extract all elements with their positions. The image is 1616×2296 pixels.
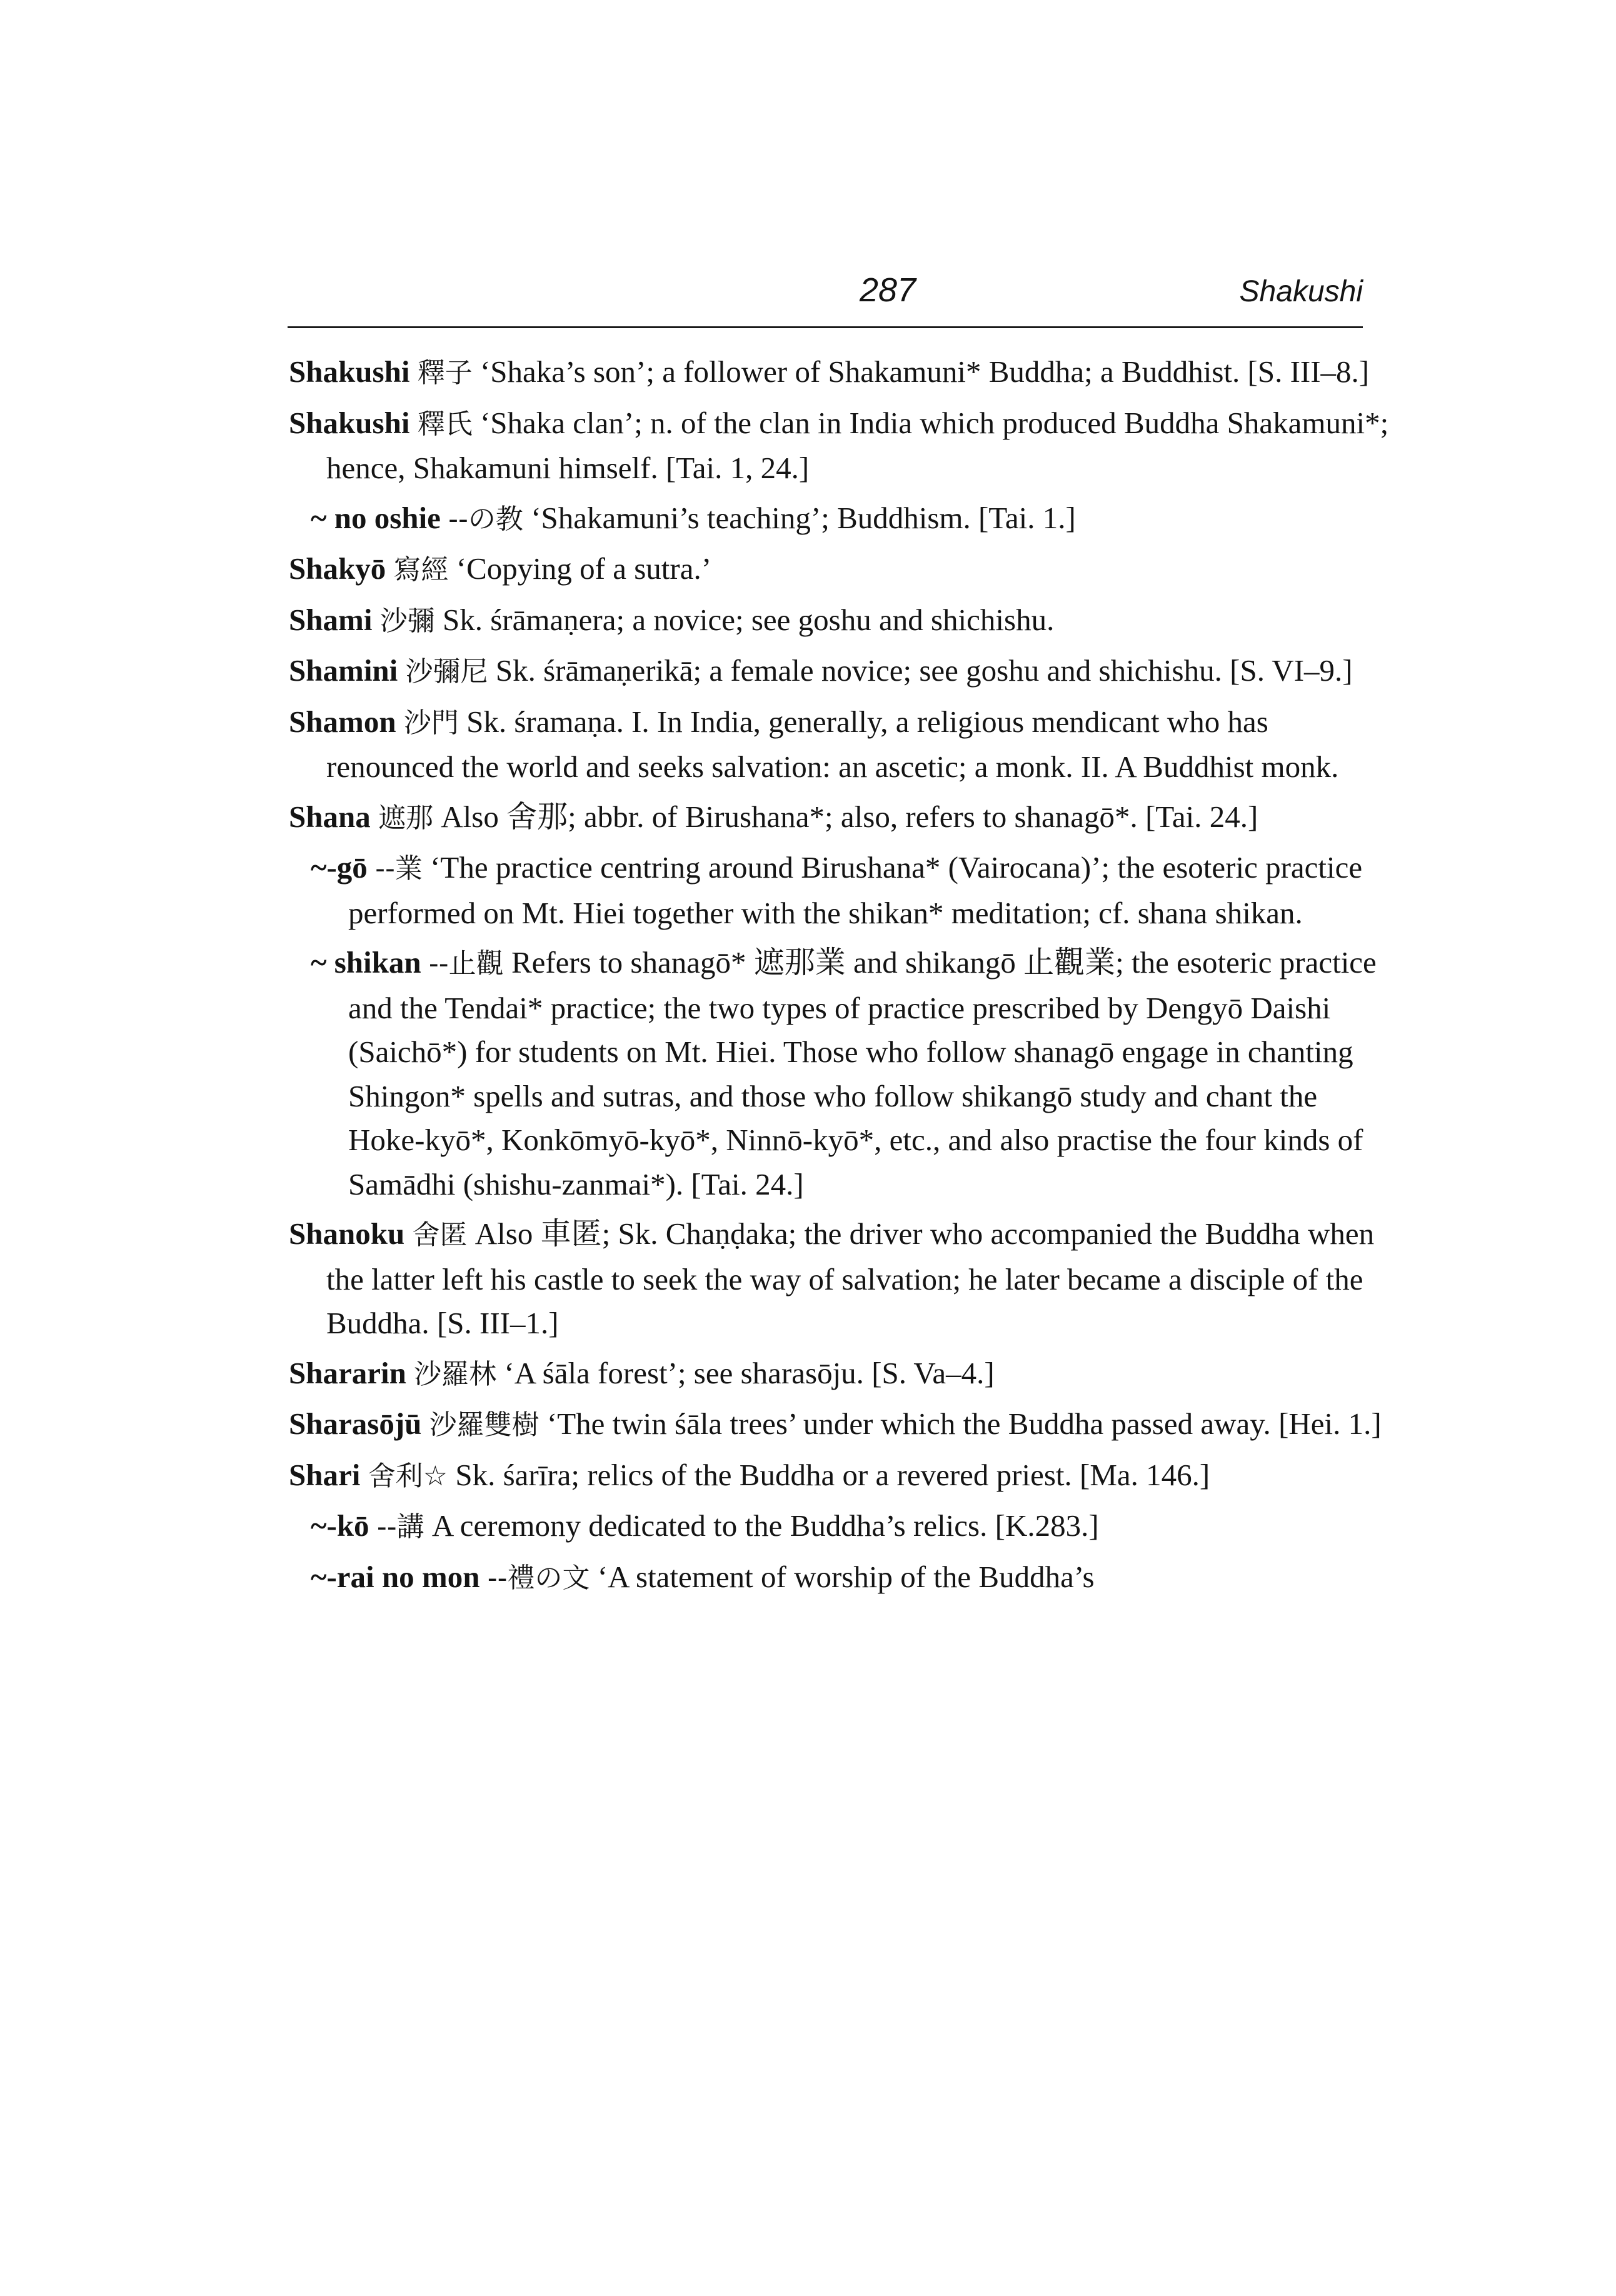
- dictionary-entry: [289, 350, 1389, 396]
- dictionary-entry: [289, 1212, 1389, 1346]
- entry-kanji: 沙羅林: [414, 1358, 497, 1390]
- entry-headword: Shamon: [289, 704, 396, 739]
- entry-reference: [Tai. 24.]: [691, 1166, 804, 1201]
- entry-reference: [S. III–1.]: [436, 1306, 559, 1340]
- dictionary-subentry: [311, 941, 1389, 1206]
- entry-definition: ‘The twin śāla trees’ under which the Buddha passed away.: [546, 1406, 1271, 1441]
- page-number: 287: [859, 271, 916, 309]
- entry-definition: ‘Shaka’s son’; a follower of Shakamuni* Buddha; a Buddhist.: [479, 354, 1240, 389]
- entry-kanji: 寫經: [393, 554, 449, 586]
- entry-kanji: 釋氏: [417, 408, 473, 440]
- entry-kanji: 沙彌: [379, 604, 435, 637]
- dictionary-subentry: [311, 1555, 1389, 1601]
- entry-reference: [S. III–8.]: [1247, 354, 1370, 389]
- entry-definition: Refers to shanagō* 遮那業 and shikangō 止觀業; the esoteric practice and the Tendai* practice; the two types of practice prescribed by Dengyō Daishi (Saichō*) for students on Mt. Hiei. Those who follow shanagō engage in chanting Shingon* spells and sutras, and those who follow shikangō study and chant the Hoke-kyō*, Konkōmyō-kyō*, Ninnō-kyō*, etc., and also practise the four kinds of Samādhi (shishu-zanmai*).: [348, 945, 1377, 1201]
- entry-reference: [Ma. 146.]: [1080, 1457, 1210, 1492]
- entry-kanji: 遮那: [378, 801, 434, 834]
- entry-definition: ‘The practice centring around Birushana* (Vairocana)’; the esoteric practice performed on Mt. Hiei together with the shikan* meditation; cf. shana shikan.: [348, 850, 1363, 930]
- entry-headword: Shanoku: [289, 1216, 405, 1251]
- entry-kanji: 沙門: [403, 706, 459, 739]
- entries-list: [289, 350, 1389, 1606]
- entry-headword: Shakushi: [289, 354, 410, 389]
- entry-reference: [Tai. 24.]: [1145, 799, 1258, 834]
- running-head: Shakushi: [1239, 275, 1363, 308]
- entry-reference: [Tai. 1.]: [978, 500, 1076, 535]
- entry-definition: ‘Copying of a sutra.’: [456, 551, 712, 586]
- entry-headword: Sharasōjū: [289, 1406, 422, 1441]
- entry-definition: Also 車匿; Sk. Chaṇḍaka; the driver who accompanied the Buddha when the latter left his castle to seek the way of salvation; he later became a disciple of the Buddha.: [326, 1216, 1375, 1340]
- entry-reference: [S. Va–4.]: [871, 1355, 995, 1390]
- entry-definition: Sk. śrāmaṇera; a novice; see goshu and shichishu.: [442, 602, 1055, 637]
- entry-headword: Shararin: [289, 1355, 406, 1390]
- entry-definition: Sk. śarīra; relics of the Buddha or a revered priest.: [455, 1457, 1072, 1492]
- entry-headword: ~-rai no mon: [311, 1559, 480, 1594]
- entry-kanji: --講: [376, 1511, 424, 1543]
- dictionary-entry: [289, 598, 1389, 644]
- entry-definition: Also 舍那; abbr. of Birushana*; also, refers to shanagō*.: [441, 799, 1138, 834]
- entry-reference: [K.283.]: [995, 1508, 1099, 1543]
- entry-kanji: --業: [375, 853, 423, 885]
- entry-definition: ‘A śāla forest’; see sharasōju.: [504, 1355, 864, 1390]
- entry-reference: [S. VI–9.]: [1230, 653, 1353, 688]
- entry-kanji: --禮の文: [487, 1562, 590, 1594]
- entry-kanji: 舍匿: [412, 1219, 468, 1251]
- dictionary-entry: [289, 547, 1389, 593]
- entry-reference: [Tai. 1, 24.]: [665, 451, 810, 485]
- dictionary-entry: [289, 700, 1389, 790]
- entry-definition: ‘Shaka clan’; n. of the clan in India which produced Buddha Shakamuni*; hence, Shakamuni himself.: [326, 405, 1389, 485]
- entry-kanji: 釋子: [417, 357, 473, 389]
- entry-definition: Sk. śrāmaṇerikā; a female novice; see goshu and shichishu.: [495, 653, 1222, 688]
- entry-headword: Shari: [289, 1457, 361, 1492]
- entry-headword: Shami: [289, 602, 373, 637]
- entry-headword: Shana: [289, 799, 371, 834]
- dictionary-entry: [289, 1453, 1389, 1499]
- dictionary-entry: [289, 1402, 1389, 1448]
- entry-headword: Shakyō: [289, 551, 386, 586]
- dictionary-subentry: [311, 846, 1389, 935]
- entry-kanji: --止觀: [428, 948, 504, 980]
- entry-kanji: 沙羅雙樹: [429, 1409, 540, 1441]
- entry-kanji: 舍利☆: [368, 1460, 448, 1492]
- dictionary-entry: [289, 401, 1389, 491]
- entry-headword: ~ no oshie: [311, 500, 441, 535]
- entry-headword: ~ shikan: [311, 945, 421, 980]
- entry-definition: A ceremony dedicated to the Buddha’s relics.: [431, 1508, 988, 1543]
- dictionary-entry: [289, 649, 1389, 694]
- entry-kanji: 沙彌尼: [405, 656, 488, 688]
- dictionary-subentry: [311, 496, 1389, 542]
- header-rule: [288, 326, 1363, 328]
- entry-reference: [Hei. 1.]: [1278, 1406, 1382, 1441]
- dictionary-subentry: [311, 1504, 1389, 1550]
- entry-definition: Sk. śramaṇa. I. In India, generally, a religious mendicant who has renounced the world and seeks salvation: an ascetic; a monk. II. A Buddhist monk.: [326, 704, 1339, 784]
- page-header: [288, 266, 1363, 322]
- entry-kanji: --の教: [448, 503, 523, 535]
- entry-headword: Shamini: [289, 653, 398, 688]
- dictionary-entry: [289, 795, 1389, 841]
- entry-definition: ‘A statement of worship of the Buddha’s: [597, 1559, 1095, 1594]
- entry-headword: Shakushi: [289, 405, 410, 440]
- entry-headword: ~-kō: [311, 1508, 369, 1543]
- entry-headword: ~-gō: [311, 850, 368, 885]
- dictionary-entry: [289, 1351, 1389, 1397]
- entry-definition: ‘Shakamuni’s teaching’; Buddhism.: [531, 500, 971, 535]
